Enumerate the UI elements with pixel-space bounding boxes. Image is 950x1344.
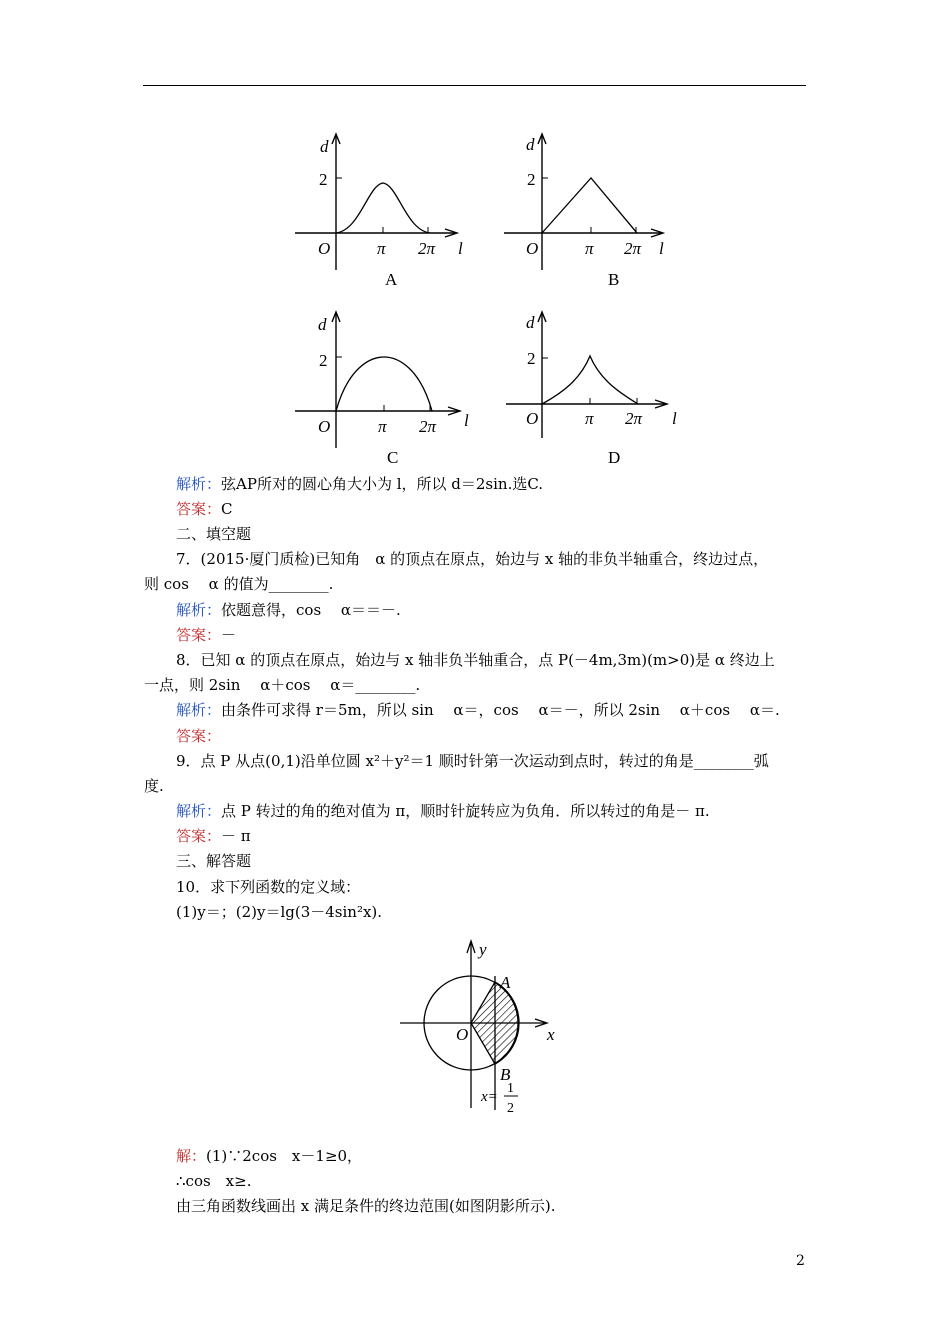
question-10: 10．求下列函数的定义域： [176, 878, 361, 896]
graph-a-tick-2: 2 [319, 170, 328, 189]
solution-10-label: 解： [176, 1147, 207, 1165]
answer-7-text: － [221, 626, 237, 644]
solution-8 [176, 701, 780, 719]
solution-8-label: 解析： [176, 701, 222, 719]
solution-10-line2: ∴cos x≥. [176, 1172, 252, 1190]
circle-origin: O [456, 1025, 469, 1044]
page-number: 2 [796, 1253, 805, 1269]
graph-c-tick-2: 2 [319, 351, 328, 370]
solution-7 [176, 601, 401, 619]
graph-d-axis-l: l [672, 409, 677, 428]
question-9-line1: 9．点 P 从点(0,1)沿单位圆 x²＋y²＝1 顺时针第一次运动到点时，转过的角是________弧 [176, 752, 769, 770]
answer-6 [176, 500, 233, 518]
circle-frac-num: 1 [507, 1081, 514, 1096]
graph-b-caption: B [608, 270, 620, 289]
solution-9 [176, 802, 710, 820]
answer-7 [176, 626, 236, 644]
answer-6-label: 答案： [176, 500, 222, 518]
graph-a-origin: O [318, 239, 331, 258]
graph-c-caption: C [387, 448, 399, 467]
graph-a-tick-pi: π [377, 239, 386, 258]
graph-d-tick-2pi: 2π [625, 409, 643, 428]
answer-8 [176, 727, 221, 745]
solution-10-line1 [176, 1147, 362, 1165]
answer-7-label: 答案： [176, 626, 222, 644]
graph-b-axis-d: d [526, 135, 535, 154]
answer-9-label: 答案： [176, 827, 222, 845]
graph-b-origin: O [526, 239, 539, 258]
question-10-parts: (1)y＝；(2)y＝lg(3－4sin²x). [176, 903, 383, 921]
circle-point-a: A [500, 973, 511, 992]
graph-a-axis-l: l [458, 239, 463, 258]
section-solve: 三、解答题 [176, 852, 252, 870]
graph-a-axis-d: d [320, 137, 329, 156]
graph-d-origin: O [526, 409, 539, 428]
solution-10-text: (1)∵2cos x－1≥0， [206, 1147, 363, 1165]
graph-a-tick-2pi: 2π [418, 239, 436, 258]
graph-d-axis-d: d [526, 313, 535, 332]
unit-circle-figure [395, 938, 570, 1118]
circle-point-b: B [500, 1065, 511, 1084]
solution-8-text: 由条件可求得 r＝5m，所以 sin α＝，cos α＝－，所以 2sin α＋cos α＝. [221, 701, 780, 719]
answer-9-text: － π [221, 827, 251, 845]
header-rule [143, 85, 806, 86]
solution-6 [176, 475, 543, 493]
solution-7-label: 解析： [176, 601, 222, 619]
solution-10-line3: 由三角函数线画出 x 满足条件的终边范围(如图阴影所示). [176, 1197, 556, 1215]
graph-b [496, 130, 686, 290]
graph-d-tick-pi: π [585, 409, 594, 428]
graph-c-axis-l: l [464, 411, 469, 430]
solution-9-text: 点 P 转过的角的绝对值为 π，顺时针旋转应为负角．所以转过的角是－ π. [221, 802, 710, 820]
section-fill-blank: 二、填空题 [176, 525, 252, 543]
graph-d-tick-2: 2 [527, 349, 536, 368]
graph-c-tick-pi: π [378, 417, 387, 436]
circle-axis-y: y [479, 940, 487, 959]
solution-9-label: 解析： [176, 802, 222, 820]
graph-d-caption: D [608, 448, 621, 467]
graph-a-caption: A [385, 270, 398, 289]
graph-c-tick-2pi: 2π [419, 417, 437, 436]
graph-c-axis-d: d [318, 315, 327, 334]
circle-x-eq: x= [481, 1089, 498, 1105]
question-7-line1: 7．(2015·厦门质检)已知角 α 的顶点在原点，始边与 x 轴的非负半轴重合，终边过点， [176, 550, 769, 568]
graph-b-tick-pi: π [585, 239, 594, 258]
answer-9 [176, 827, 251, 845]
question-7-line2: 则 cos α 的值为________. [144, 575, 334, 593]
question-8-line2: 一点，则 2sin α＋cos α＝________. [144, 676, 421, 694]
graph-d [500, 308, 690, 468]
circle-axis-x: x [547, 1025, 555, 1044]
solution-6-text: 弦AP所对的圆心角大小为 l，所以 d＝2sin.选C. [221, 475, 544, 493]
graph-b-tick-2: 2 [527, 170, 536, 189]
answer-6-text: C [221, 500, 233, 518]
graph-a [290, 130, 480, 290]
solution-6-label: 解析： [176, 475, 222, 493]
question-8-line1: 8．已知 α 的顶点在原点，始边与 x 轴非负半轴重合，点 P(－4m,3m)(m>0)是 α 终边上 [176, 651, 775, 669]
answer-8-label: 答案： [176, 727, 222, 745]
question-9-line2: 度. [144, 777, 164, 795]
circle-frac-den: 2 [507, 1101, 514, 1116]
solution-7-text: 依题意得，cos α＝＝－. [221, 601, 401, 619]
graph-b-axis-l: l [659, 239, 664, 258]
graph-b-tick-2pi: 2π [624, 239, 642, 258]
graph-c [290, 308, 480, 468]
graph-c-origin: O [318, 417, 331, 436]
